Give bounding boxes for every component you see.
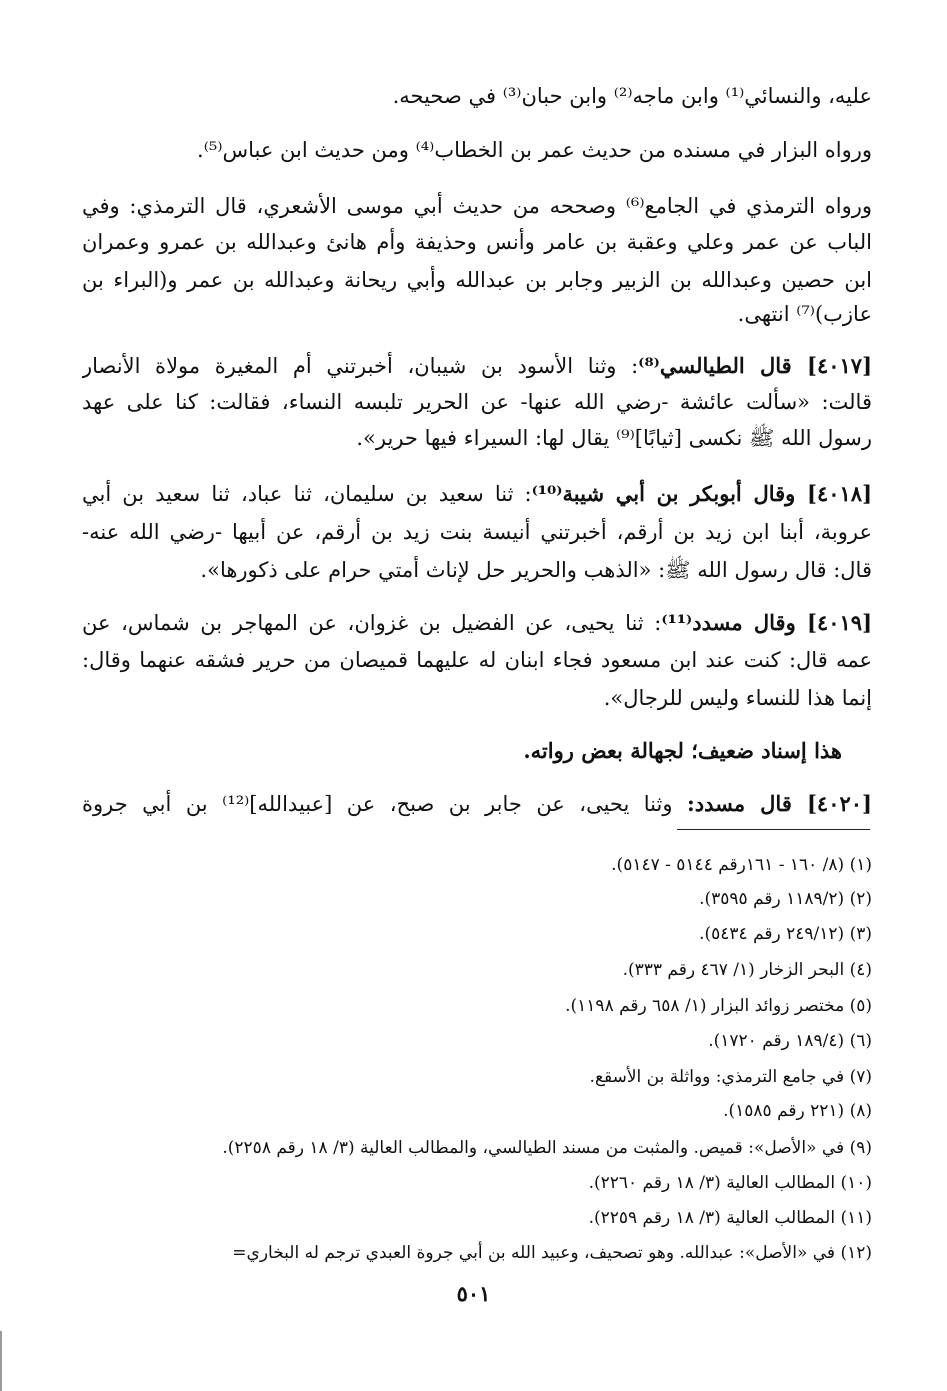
text-line: ابن حصين وعبدالله بن الزبير وجابر بن عبدالله وأبي ريحانة وعبدالله بن عمر و(البراء بن (82, 268, 872, 292)
footnote-4: (٤) البحر الزخار (١/ ٤٦٧ رقم ٣٣٣). (622, 960, 872, 980)
text-line: عمه قال: كنت عند ابن مسعود فجاء ابنان له عليهما قميصان من حرير فشقه عنهما وقال: (82, 648, 872, 672)
hadith-number-4017: [٤٠١٧] قال الطيالسي⁽⁸⁾ (638, 353, 872, 378)
text-line: قالت: «سألت عائشة -رضي الله عنها- عن الحرير تلبسه النساء، فقالت: كنا على عهد (82, 390, 872, 414)
page-number: ٥٠١ (456, 1281, 491, 1306)
text-line: قال: قال رسول الله ﷺ: «الذهب والحرير حل لإناث أمتي حرام على ذكورها». (200, 558, 872, 582)
footnote-2: (٢) (١١٨٩/٢ رقم ٣٥٩٥). (699, 889, 872, 909)
footnote-10: (١٠) المطالب العالية (٣/ ١٨ رقم ٢٢٦٠). (588, 1173, 872, 1193)
text-line: إنما هذا للنساء وليس للرجال». (603, 686, 872, 710)
text-line: عروبة، أبنا ابن زيد بن أرقم، أخبرتني أنيسة بنت زيد بن أرقم، عن أبيها -رضي الله عنه- (82, 520, 872, 544)
hadith-number-4019: [٤٠١٩] وقال مسدد⁽¹¹⁾ (661, 610, 872, 635)
hadith-number-4020: [٤٠٢٠] قال مسدد: (686, 791, 872, 816)
footnote-12: (١٢) في «الأصل»: عبدالله. وهو تصحيف، وعبيد الله بن أبي جروة العبدي ترجم له البخاري= (232, 1243, 872, 1263)
footnote-6: (٦) (١٨٩/٤ رقم ١٧٢٠). (708, 1031, 872, 1051)
hadith-4017-line: [٤٠١٧] قال الطيالسي⁽⁸⁾: وثنا الأسود بن شيبان، أخبرتني أم المغيرة مولاة الأنصار (82, 353, 872, 378)
footnote-5: (٥) مختصر زوائد البزار (١/ ٦٥٨ رقم ١١٩٨). (565, 996, 872, 1016)
hadith-number-4018: [٤٠١٨] وقال أبوبكر بن أبي شيبة⁽¹⁰⁾ (531, 481, 872, 506)
footnote-3: (٣) (٢٤٩/١٢ رقم ٥٤٣٤). (699, 924, 872, 944)
footnote-9: (٩) في «الأصل»: قميص. والمثبت من مسند الطيالسي، والمطالب العالية (٣/ ١٨ رقم ٢٢٥٨). (222, 1138, 872, 1158)
hadith-4019-line: [٤٠١٩] وقال مسدد⁽¹¹⁾: ثنا يحيى، عن الفضيل بن غزوان، عن المهاجر بن شماس، عن (82, 610, 872, 635)
text-line: ورواه البزار في مسنده من حديث عمر بن الخطاب⁽⁴⁾ ومن حديث ابن عباس⁽⁵⁾. (197, 138, 872, 162)
footnote-11: (١١) المطالب العالية (٣/ ١٨ رقم ٢٢٥٩). (588, 1208, 872, 1228)
text-line: ورواه الترمذي في الجامع⁽⁶⁾ وصححه من حديث أبي موسى الأشعري، قال الترمذي: وفي (82, 194, 872, 218)
footnote-8: (٨) (٢٢١ رقم ١٥٨٥). (723, 1101, 872, 1121)
footnote-separator (677, 829, 870, 830)
text-line: الباب عن عمر وعلي وعقبة بن عامر وأنس وحذيفة وأم هانئ وعبدالله بن عمرو وعمران (82, 230, 872, 254)
scan-edge (0, 1331, 2, 1391)
hadith-4020-line: [٤٠٢٠] قال مسدد: وثنا يحيى، عن جابر بن صبح، عن [عبيدالله]⁽¹²⁾ بن أبي جروة (82, 791, 872, 816)
text-line: رسول الله ﷺ نكسى [ثيابًا]⁽⁹⁾ يقال لها: السيراء فيها حرير». (356, 426, 872, 450)
footnote-7: (٧) في جامع الترمذي: وواثلة بن الأسقع. (589, 1067, 872, 1087)
text-line: عليه، والنسائي⁽¹⁾ وابن ماجه⁽²⁾ وابن حبان⁽³⁾ في صحيحه. (392, 84, 872, 108)
text-line: عازب)⁽⁷⁾ انتهى. (737, 302, 872, 326)
hadith-4018-line: [٤٠١٨] وقال أبوبكر بن أبي شيبة⁽¹⁰⁾: ثنا سعيد بن سليمان، ثنا عباد، ثنا سعيد بن أبي (82, 481, 872, 506)
isnad-grading: هذا إسناد ضعيف؛ لجهالة بعض رواته. (523, 738, 842, 763)
footnote-1: (١) (٨/ ١٦٠ - ١٦١رقم ٥١٤٤ - ٥١٤٧). (611, 855, 872, 875)
